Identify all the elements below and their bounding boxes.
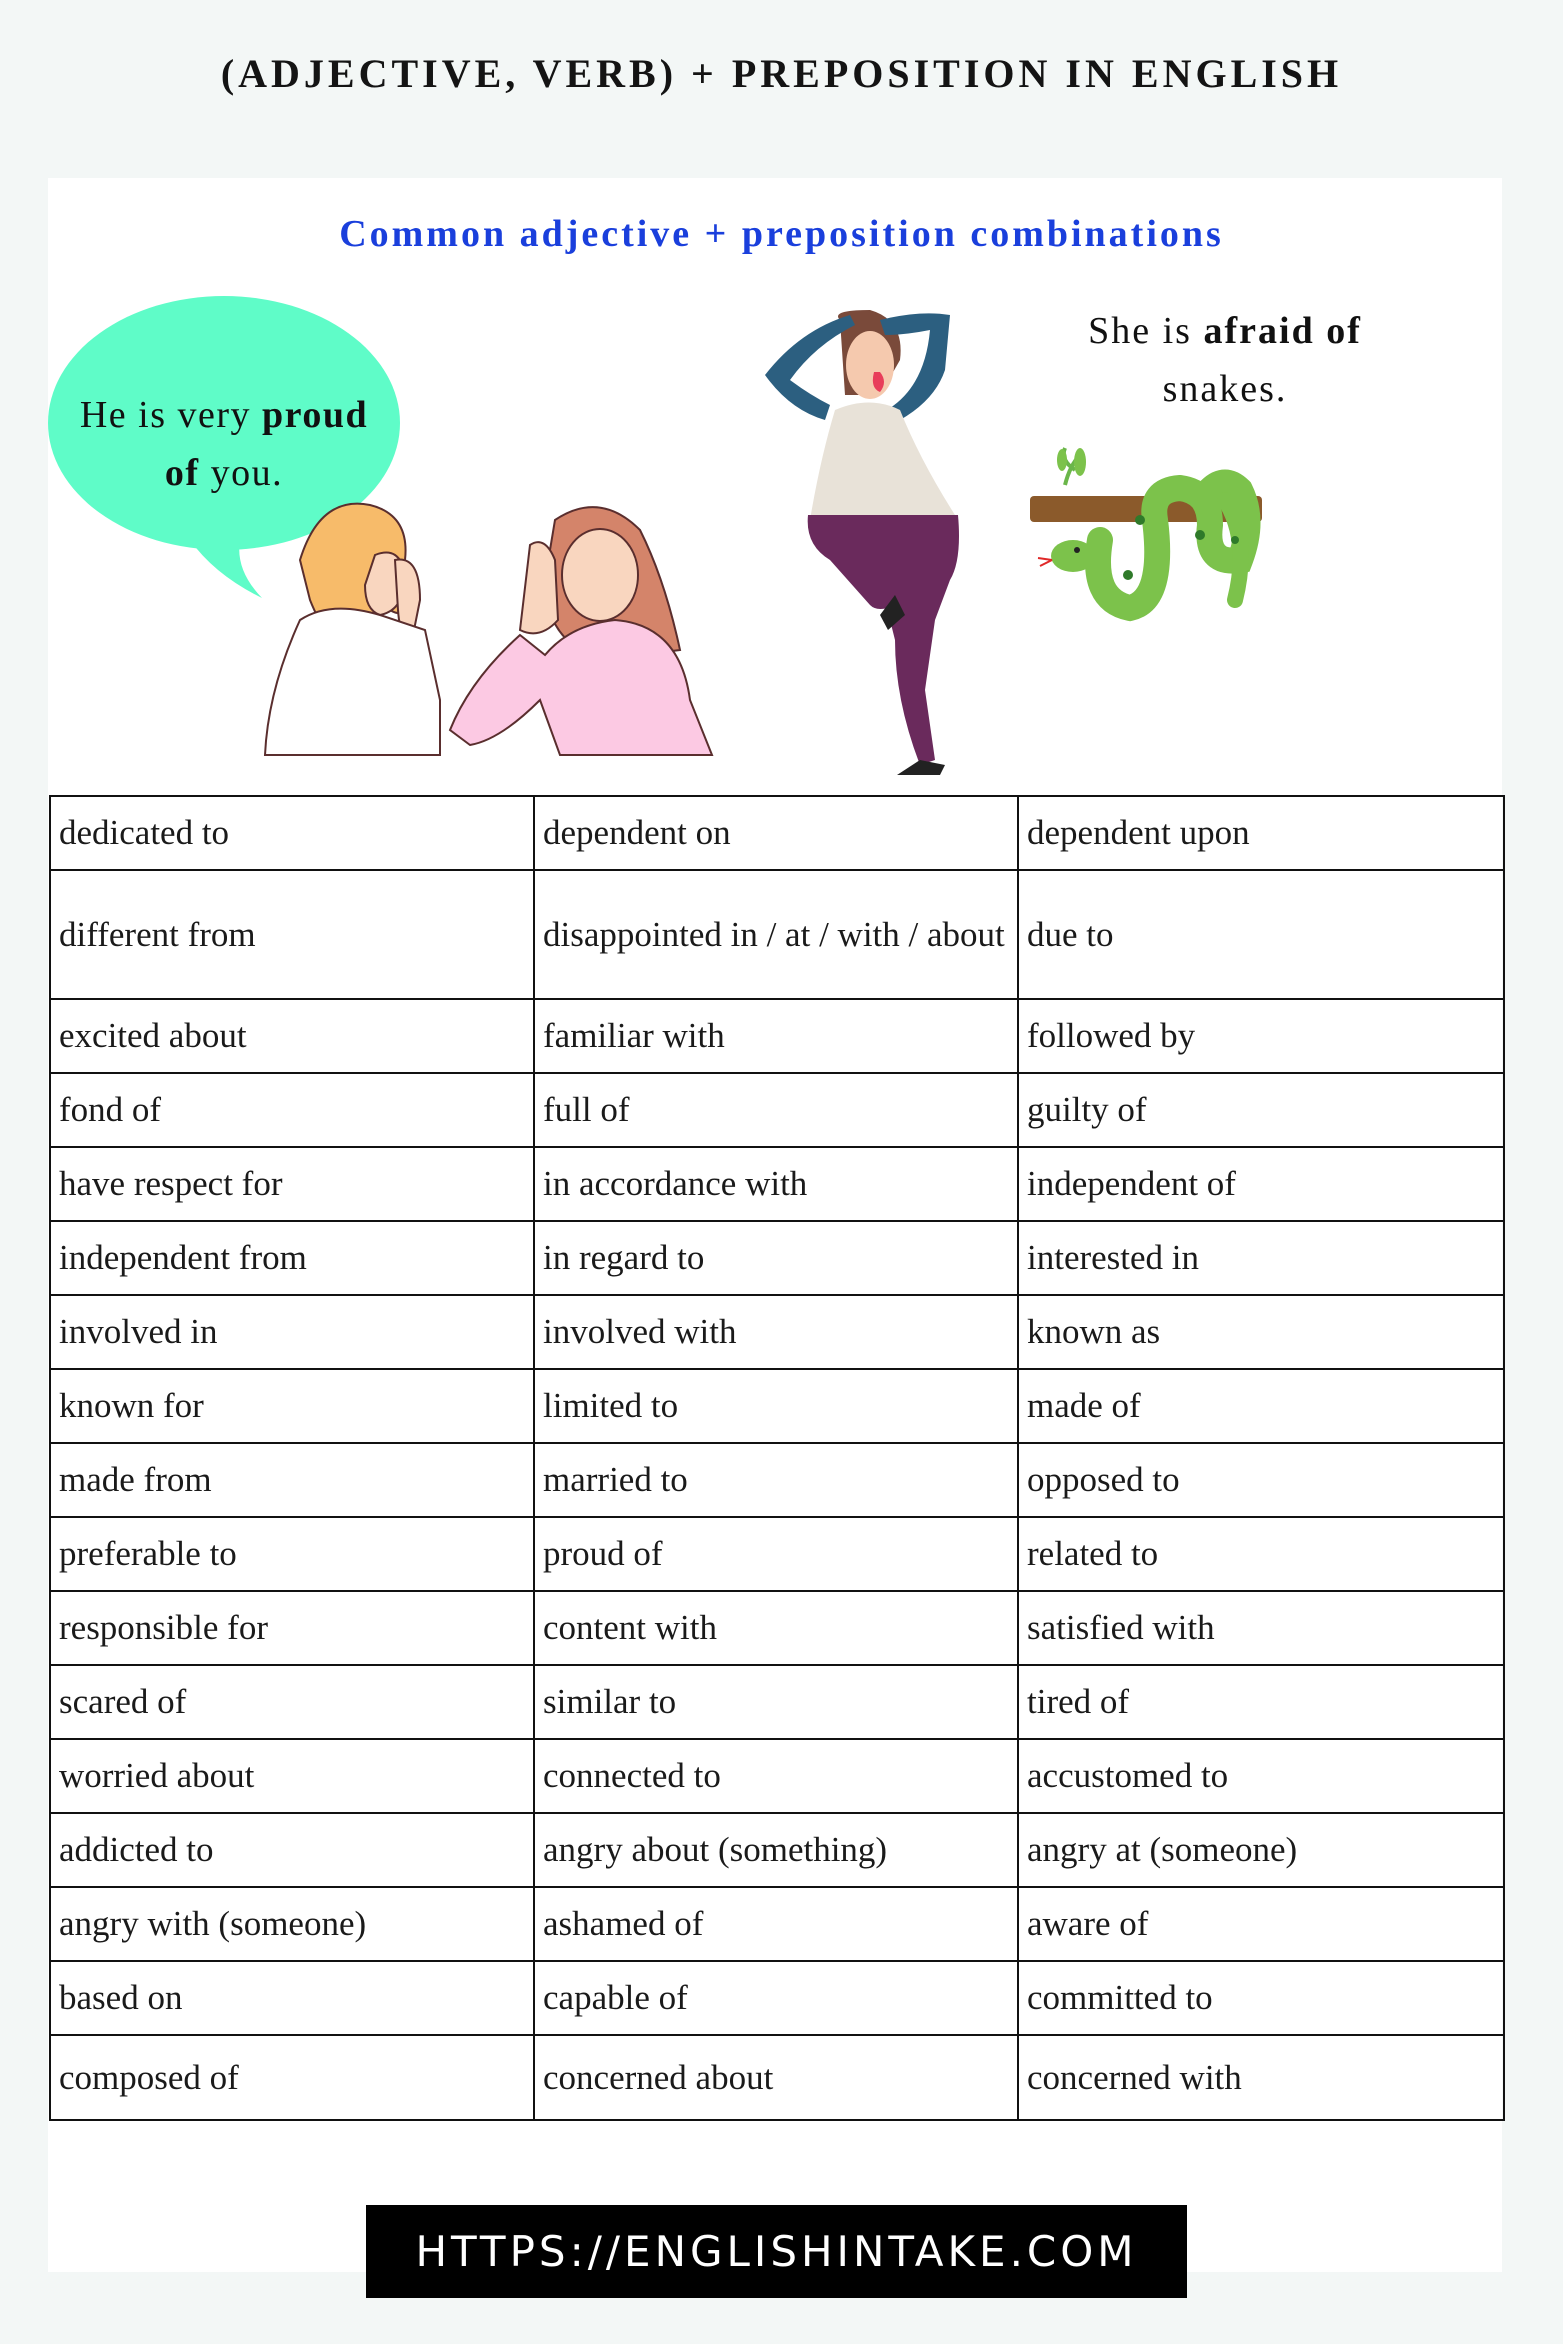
table-cell: ashamed of [534, 1887, 1018, 1961]
table-row [50, 796, 1504, 870]
table-cell: dependent upon [1018, 796, 1504, 870]
table-row [50, 1517, 1504, 1591]
table-row [50, 1739, 1504, 1813]
table-cell: related to [1018, 1517, 1504, 1591]
table-cell: based on [50, 1961, 534, 2035]
table-row [50, 1961, 1504, 2035]
table-cell: fond of [50, 1073, 534, 1147]
website-url-banner[interactable]: HTTPS://ENGLISHINTAKE.COM [366, 2205, 1187, 2298]
table-cell: preferable to [50, 1517, 534, 1591]
table-cell: composed of [50, 2035, 534, 2120]
bubble-text-regular: He is very [79, 394, 263, 436]
table-row [50, 2035, 1504, 2120]
scared-woman-icon [765, 310, 959, 775]
table-cell: accustomed to [1018, 1739, 1504, 1813]
table-cell: responsible for [50, 1591, 534, 1665]
snake-caption-bold: afraid of [1203, 310, 1362, 352]
table-cell: married to [534, 1443, 1018, 1517]
bubble-text-end: you. [199, 452, 284, 494]
snake-caption-end: snakes. [1162, 368, 1288, 410]
table-cell: satisfied with [1018, 1591, 1504, 1665]
table-cell: opposed to [1018, 1443, 1504, 1517]
preposition-table [49, 795, 1505, 2121]
table-cell: tired of [1018, 1665, 1504, 1739]
listening-woman-icon [450, 507, 712, 755]
table-row [50, 1813, 1504, 1887]
table-cell: dedicated to [50, 796, 534, 870]
table-cell: familiar with [534, 999, 1018, 1073]
table-row [50, 1591, 1504, 1665]
whispering-woman-icon [265, 504, 440, 755]
table-cell: known for [50, 1369, 534, 1443]
snake-caption-regular: She is [1088, 310, 1204, 352]
table-row [50, 1073, 1504, 1147]
table-row [50, 1147, 1504, 1221]
table-cell: involved in [50, 1295, 534, 1369]
table-cell: interested in [1018, 1221, 1504, 1295]
table-cell: excited about [50, 999, 534, 1073]
table-row [50, 1221, 1504, 1295]
bubble-text-bold-2: of [164, 452, 200, 494]
table-row [50, 870, 1504, 999]
table-cell: committed to [1018, 1961, 1504, 2035]
table-cell: angry with (someone) [50, 1887, 534, 1961]
table-cell: scared of [50, 1665, 534, 1739]
table-cell: angry at (someone) [1018, 1813, 1504, 1887]
bubble-text-bold: proud [262, 394, 369, 436]
table-cell: have respect for [50, 1147, 534, 1221]
section-subtitle: Common adjective + preposition combinations [339, 213, 1224, 255]
table-cell: capable of [534, 1961, 1018, 2035]
table-cell: in regard to [534, 1221, 1018, 1295]
page-title: (ADJECTIVE, VERB) + PREPOSITION IN ENGLISH [220, 51, 1343, 96]
snake-caption [1045, 302, 1405, 418]
table-cell: involved with [534, 1295, 1018, 1369]
table-row [50, 1295, 1504, 1369]
table-cell: proud of [534, 1517, 1018, 1591]
table-cell: content with [534, 1591, 1018, 1665]
table-row [50, 1665, 1504, 1739]
table-row [50, 999, 1504, 1073]
table-cell: disappointed in / at / with / about [534, 870, 1018, 999]
table-cell: in accordance with [534, 1147, 1018, 1221]
bubble-caption [48, 386, 400, 502]
table-cell: made of [1018, 1369, 1504, 1443]
table-row [50, 1443, 1504, 1517]
table-cell: connected to [534, 1739, 1018, 1813]
table-cell: guilty of [1018, 1073, 1504, 1147]
table-cell: full of [534, 1073, 1018, 1147]
table-row [50, 1369, 1504, 1443]
snake-on-branch-icon [1030, 448, 1262, 608]
table-cell: independent from [50, 1221, 534, 1295]
table-cell: aware of [1018, 1887, 1504, 1961]
table-cell: concerned about [534, 2035, 1018, 2120]
table-cell: known as [1018, 1295, 1504, 1369]
table-cell: due to [1018, 870, 1504, 999]
table-cell: different from [50, 870, 534, 999]
table-cell: concerned with [1018, 2035, 1504, 2120]
table-cell: dependent on [534, 796, 1018, 870]
table-cell: addicted to [50, 1813, 534, 1887]
table-cell: independent of [1018, 1147, 1504, 1221]
table-cell: followed by [1018, 999, 1504, 1073]
table-cell: made from [50, 1443, 534, 1517]
table-cell: worried about [50, 1739, 534, 1813]
table-cell: limited to [534, 1369, 1018, 1443]
table-cell: angry about (something) [534, 1813, 1018, 1887]
table-row [50, 1887, 1504, 1961]
table-cell: similar to [534, 1665, 1018, 1739]
